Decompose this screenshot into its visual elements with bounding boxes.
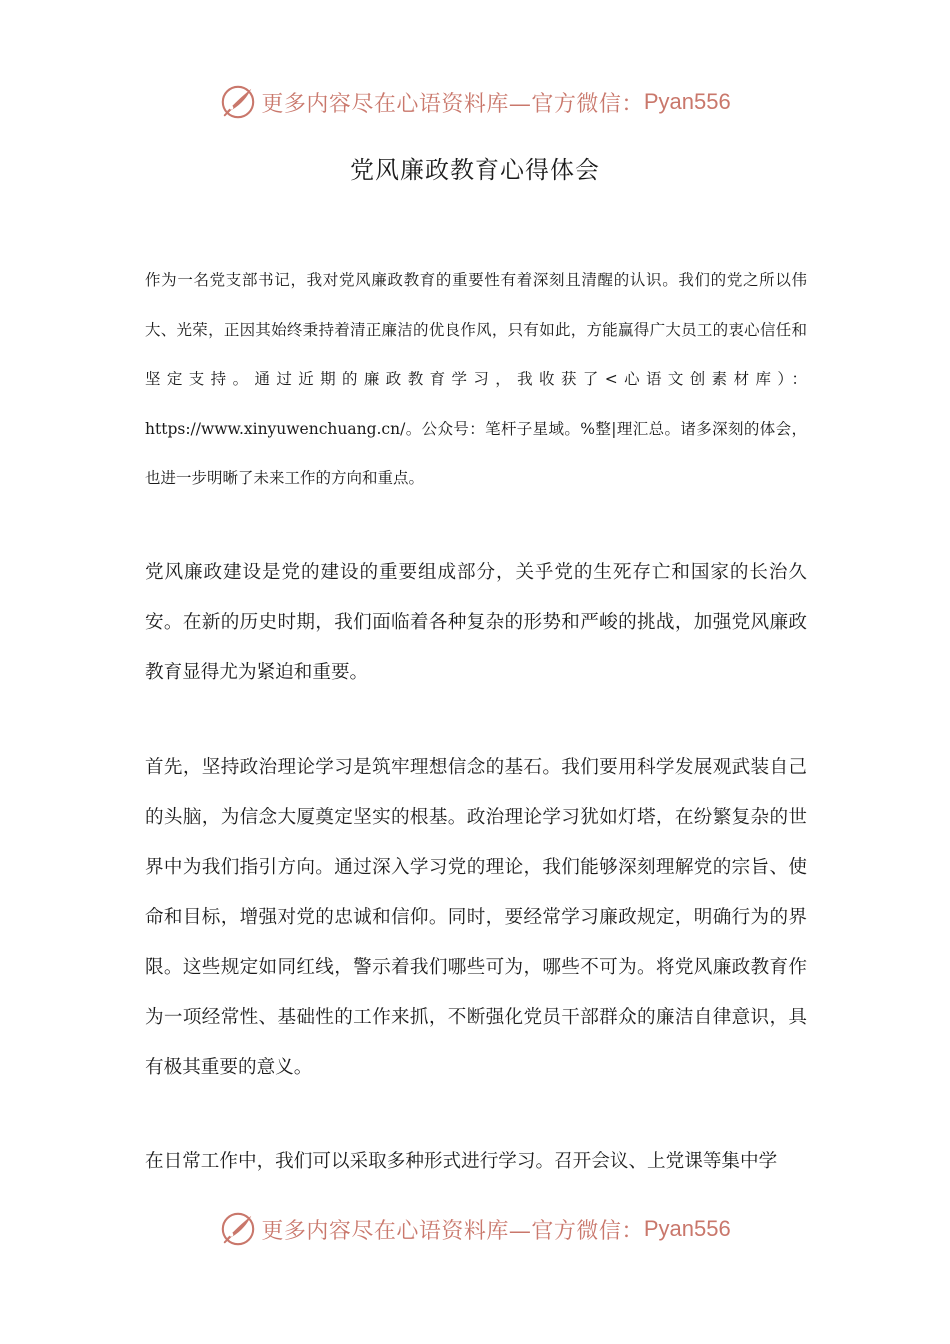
banner-text: 更多内容尽在心语资料库—官方微信： <box>261 1218 644 1244</box>
document-title: 党风廉政教育心得体会 <box>350 156 600 184</box>
paragraph-intro: 作为一名党支部书记，我对党风廉政教育的重要性有着深刻且清醒的认识。我们的党之所以伟大、光荣，正因其始终秉持着清正廉洁的优良作风，只有如此，方能赢得广大员工的衷心信任和坚定支持。通过近期的廉政教育学习，我收获了<心语文创素材库）：https://www.xinyuwenchuang.cn/。公众号：笔杆子星域。%整|理汇总。诸多深刻的体会，也进一步明晰了未来工作的方向和重点。 <box>145 271 807 487</box>
header-watermark-banner <box>0 82 950 122</box>
paragraph-daily-work: 在日常工作中，我们可以采取多种形式进行学习。召开会议、上党课等集中学 <box>145 1151 778 1172</box>
paragraph-theory-study: 首先，坚持政治理论学习是筑牢理想信念的基石。我们要用科学发展观武装自己的头脑，为信念大厦奠定坚实的根基。政治理论学习犹如灯塔，在纷繁复杂的世界中为我们指引方向。通过深入学习党的理论，我们能够深刻理解党的宗旨、使命和目标，增强对党的忠诚和信仰。同时，要经常学习廉政规定，明确行为的界限。这些规定如同红线，警示着我们哪些可为，哪些不可为。将党风廉政教育作为一项经常性、基础性的工作来抓，不断强化党员干部群众的廉洁自律意识，具有极其重要的意义。 <box>145 757 807 1078</box>
banner-text: 更多内容尽在心语资料库—官方微信： <box>261 91 644 117</box>
banner-wechat-id: Pyan556 <box>643 1216 731 1241</box>
quill-logo-icon <box>219 83 257 121</box>
footer-watermark-banner <box>0 1209 950 1249</box>
quill-logo-icon <box>219 1210 257 1248</box>
banner-wechat-id: Pyan556 <box>643 89 731 114</box>
paragraph-importance: 党风廉政建设是党的建设的重要组成部分，关乎党的生死存亡和国家的长治久安。在新的历史时期，我们面临着各种复杂的形势和严峻的挑战，加强党风廉政教育显得尤为紧迫和重要。 <box>145 562 807 683</box>
